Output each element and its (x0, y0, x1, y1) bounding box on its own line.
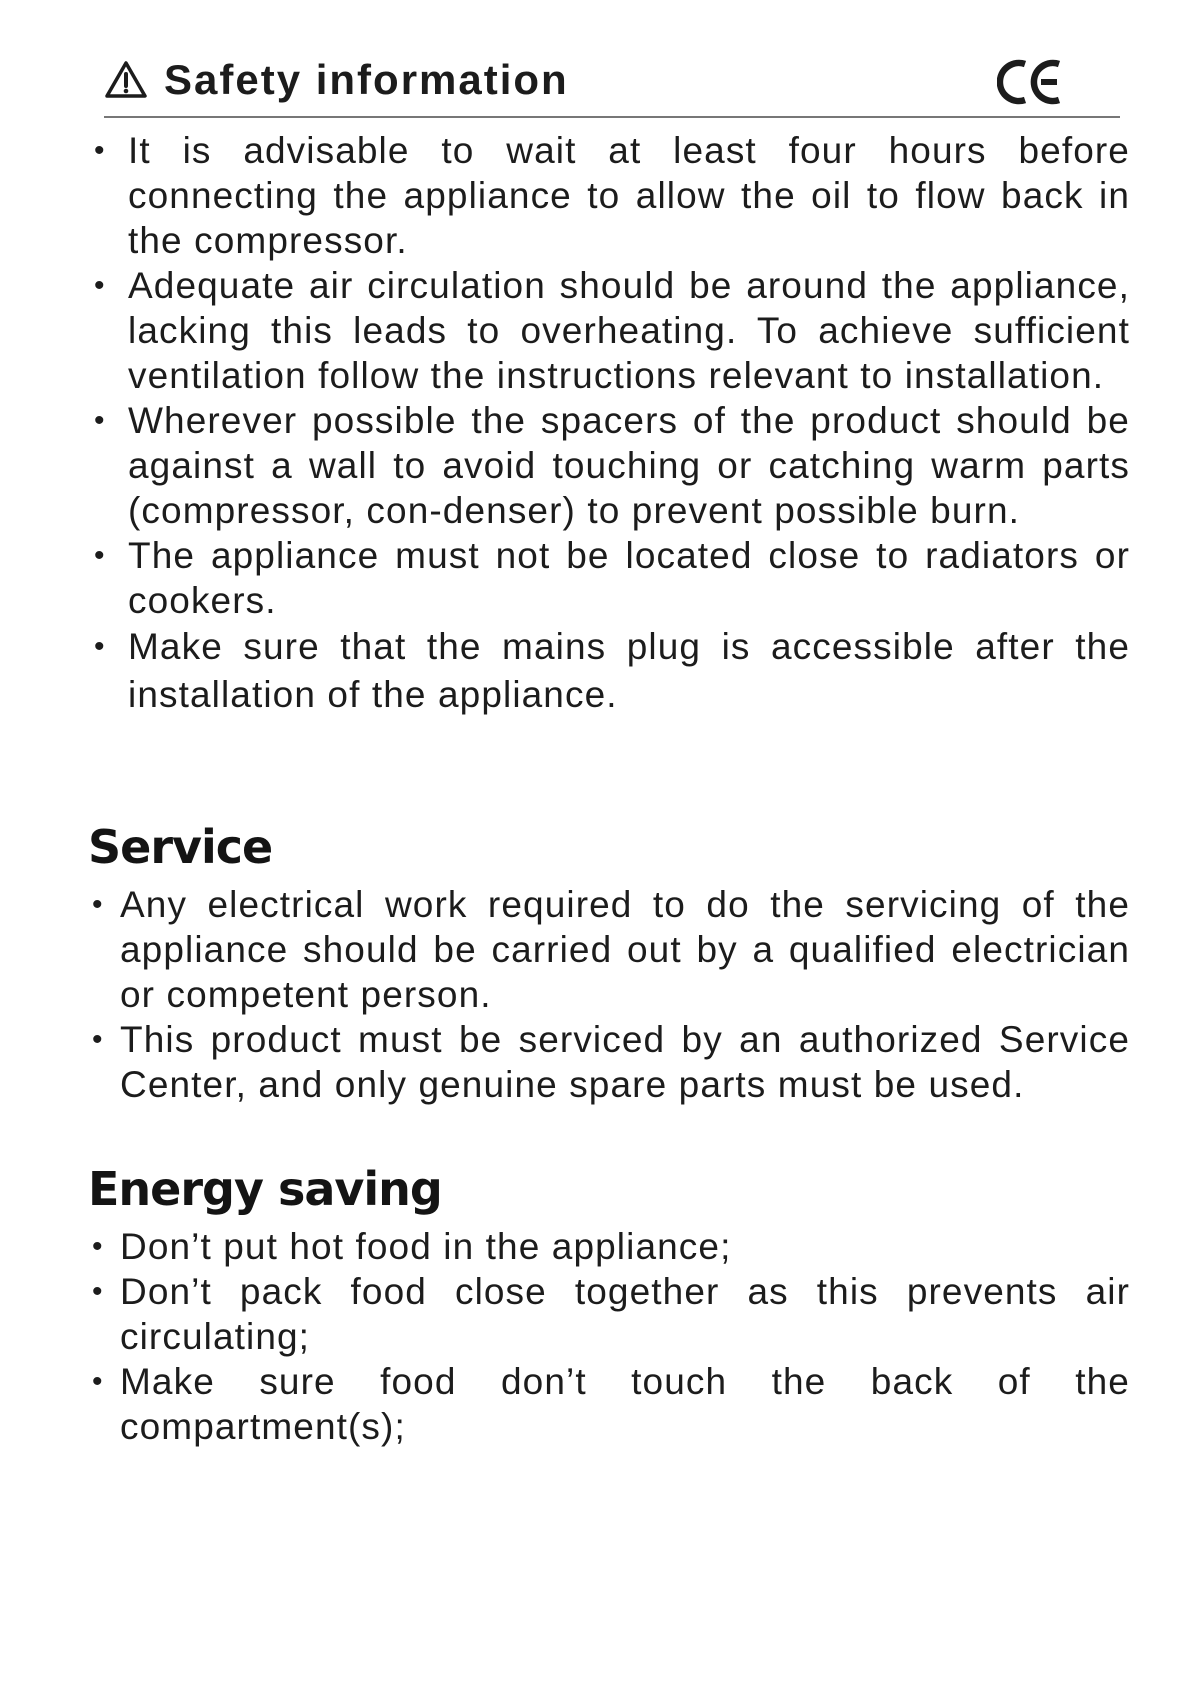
ce-mark-icon (997, 56, 1063, 108)
safety-list (90, 128, 1130, 719)
safety-section (90, 128, 1130, 719)
list-item-text: Make sure that the mains plug is accessible after the installation of the appliance. (128, 626, 1130, 715)
bullet-icon: • (92, 1365, 104, 1398)
list-item-text: It is advisable to wait at least four hours before connecting the appliance to allow the oil to flow back in the compressor. (128, 130, 1130, 261)
service-heading: Service (88, 820, 273, 874)
header-divider (104, 116, 1120, 118)
service-section (90, 818, 1130, 1107)
list-item-text: Don’t put hot food in the appliance; (120, 1226, 732, 1267)
list-item (90, 398, 1130, 533)
warning-triangle-icon (104, 60, 148, 100)
bullet-icon: • (94, 539, 106, 572)
service-list (90, 882, 1130, 1107)
list-item-text: The appliance must not be located close to radiators or cookers. (128, 535, 1130, 621)
bullet-icon: • (94, 269, 106, 302)
energy-saving-section (90, 1160, 1130, 1449)
list-item-text: Don’t pack food close together as this prevents air circulating; (120, 1271, 1130, 1357)
list-item-text: Wherever possible the spacers of the product should be against a wall to avoid touching or catching warm parts (compressor, con-denser) to prevent possible burn. (128, 400, 1130, 531)
bullet-icon: • (92, 1023, 104, 1056)
list-item (90, 1224, 1130, 1269)
list-item (90, 1017, 1130, 1107)
bullet-icon: • (92, 1275, 104, 1308)
list-item-text: Adequate air circulation should be around the appliance, lacking this leads to overheating. To achieve sufficient ventilation follow the instructions relevant to installation. (128, 265, 1130, 396)
list-item (90, 1269, 1130, 1359)
list-item-text: This product must be serviced by an authorized Service Center, and only genuine spare parts must be used. (120, 1019, 1130, 1105)
bullet-icon: • (92, 888, 104, 921)
bullet-icon: • (92, 1230, 104, 1263)
list-item (90, 533, 1130, 623)
energy-saving-list (90, 1224, 1130, 1449)
list-item-text: Make sure food don’t touch the back of the compartment(s); (120, 1361, 1130, 1447)
list-item (90, 128, 1130, 263)
list-item (90, 623, 1130, 719)
bullet-icon: • (94, 404, 106, 437)
page-header (104, 52, 1120, 116)
page-title: Safety information (164, 56, 569, 103)
bullet-icon: • (94, 134, 106, 167)
list-item (90, 1359, 1130, 1449)
bullet-icon: • (94, 630, 106, 663)
list-item-text: Any electrical work required to do the servicing of the appliance should be carried out by a qualified electrician or competent person. (120, 884, 1130, 1015)
energy-saving-heading: Energy saving (88, 1162, 442, 1216)
list-item (90, 263, 1130, 398)
list-item (90, 882, 1130, 1017)
